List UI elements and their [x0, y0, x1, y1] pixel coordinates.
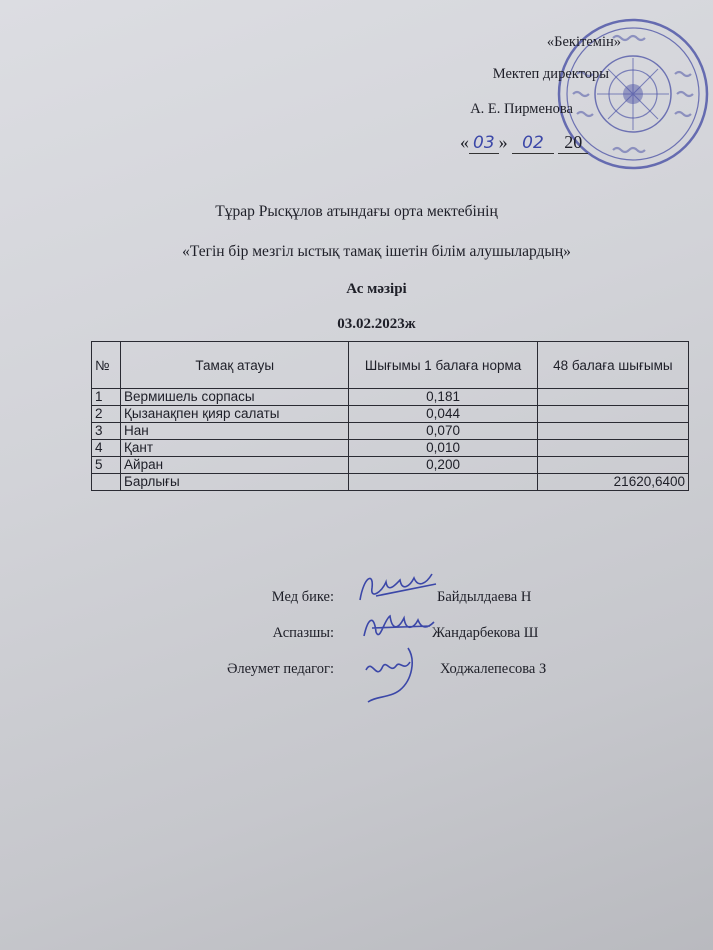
total-value: [537, 457, 688, 474]
date-open-quote: «: [460, 132, 469, 152]
total-value: [537, 389, 688, 406]
approval-line: «Бекітемін»: [546, 34, 621, 50]
norm-value: 0,181: [349, 389, 537, 406]
total-value: [537, 406, 688, 423]
date-close-quote: »: [498, 132, 508, 152]
col-header-total: 48 балаға шығымы: [537, 342, 688, 389]
director-name: А. Е. Пирменова: [470, 101, 573, 117]
row-number: 2: [92, 406, 121, 423]
signature-name-nurse: Байдылдаева Н: [437, 589, 532, 605]
table-header-row: [92, 342, 689, 389]
col-header-norm: Шығымы 1 балаға норма: [349, 342, 537, 389]
date-month: 02: [512, 133, 554, 154]
document-date: 03.02.2023ж: [337, 316, 416, 332]
total-value: [537, 440, 688, 457]
norm-value: 0,200: [349, 457, 537, 474]
document-title: Ас мәзірі: [346, 281, 407, 297]
table-row: [92, 440, 689, 457]
total-value: [537, 423, 688, 440]
dish-name: Айран: [121, 457, 349, 474]
row-number: 4: [92, 440, 121, 457]
table-row: [92, 406, 689, 423]
row-number: 5: [92, 457, 121, 474]
table-row: [92, 457, 689, 474]
total-row-number: [92, 474, 121, 491]
row-number: 1: [92, 389, 121, 406]
dish-name: Нан: [121, 423, 349, 440]
signature-nurse-icon: [352, 566, 440, 610]
dish-name: Қызанақпен қияр салаты: [121, 406, 349, 423]
col-header-dish: Тамақ атауы: [121, 342, 349, 389]
table-total-row: [92, 474, 689, 491]
signature-role-cook: Аспазшы:: [272, 625, 334, 641]
signature-role-social-pedagogue: Әлеумет педагог:: [226, 661, 334, 677]
dish-name: Вермишель сорпасы: [121, 389, 349, 406]
total-norm: [349, 474, 537, 491]
signature-role-nurse: Мед бике:: [271, 589, 334, 605]
row-number: 3: [92, 423, 121, 440]
norm-value: 0,044: [349, 406, 537, 423]
grand-total: 21620,6400: [537, 474, 688, 491]
col-header-number: №: [92, 342, 121, 389]
document-subtitle: «Тегін бір мезгіл ыстық тамақ ішетін білім алушылардың»: [182, 243, 571, 260]
date-year: 20: [558, 132, 588, 154]
signature-name-social-pedagogue: Ходжалепесова З: [440, 661, 547, 677]
menu-table: [91, 341, 689, 491]
approval-date: [460, 132, 588, 154]
signature-social-pedagogue-icon: [356, 640, 426, 708]
director-title: Мектеп директоры: [492, 66, 609, 82]
signature-name-cook: Жандарбекова Ш: [432, 625, 539, 641]
total-label: Барлығы: [121, 474, 349, 491]
school-name: Тұрар Рысқұлов атындағы орта мектебінің: [215, 203, 498, 220]
norm-value: 0,010: [349, 440, 537, 457]
norm-value: 0,070: [349, 423, 537, 440]
dish-name: Қант: [121, 440, 349, 457]
date-day: 03: [469, 133, 499, 154]
table-row: [92, 423, 689, 440]
table-row: [92, 389, 689, 406]
